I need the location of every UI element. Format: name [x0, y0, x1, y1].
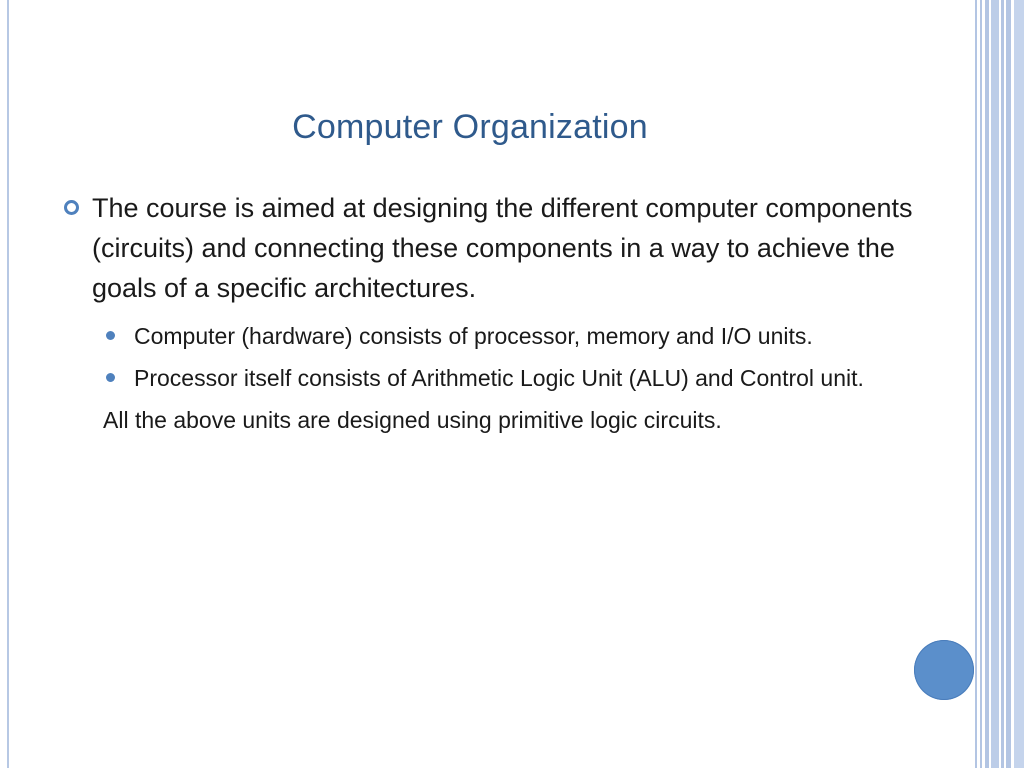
sub-bullet-item: [102, 318, 920, 354]
sub-bullet-list: [60, 318, 920, 396]
sub-bullet-item: [102, 360, 920, 396]
dot-bullet-icon: [106, 331, 115, 340]
bullet-text: The course is aimed at designing the different computer components (circuits) and connecting these components in a way to achieve the goals of a specific architectures.: [92, 193, 913, 303]
stripe: [985, 0, 989, 768]
stripe: [1001, 0, 1004, 768]
stripe: [1014, 0, 1024, 768]
sub-bullet-text: Computer (hardware) consists of processor, memory and I/O units.: [134, 323, 813, 349]
closing-line: All the above units are designed using primitive logic circuits.: [103, 407, 722, 433]
bullet-item: [60, 188, 920, 308]
sub-bullet-text: Processor itself consists of Arithmetic Logic Unit (ALU) and Control unit.: [134, 365, 864, 391]
stripe: [975, 0, 977, 768]
stripe: [991, 0, 999, 768]
stripe: [980, 0, 982, 768]
right-decorative-stripes: [975, 0, 1024, 768]
slide-body: [60, 188, 920, 438]
dot-bullet-icon: [106, 373, 115, 382]
decorative-circle: [914, 640, 974, 700]
stripe: [1006, 0, 1011, 768]
slide-title: Computer Organization: [292, 108, 648, 146]
ring-bullet-icon: [64, 200, 79, 215]
